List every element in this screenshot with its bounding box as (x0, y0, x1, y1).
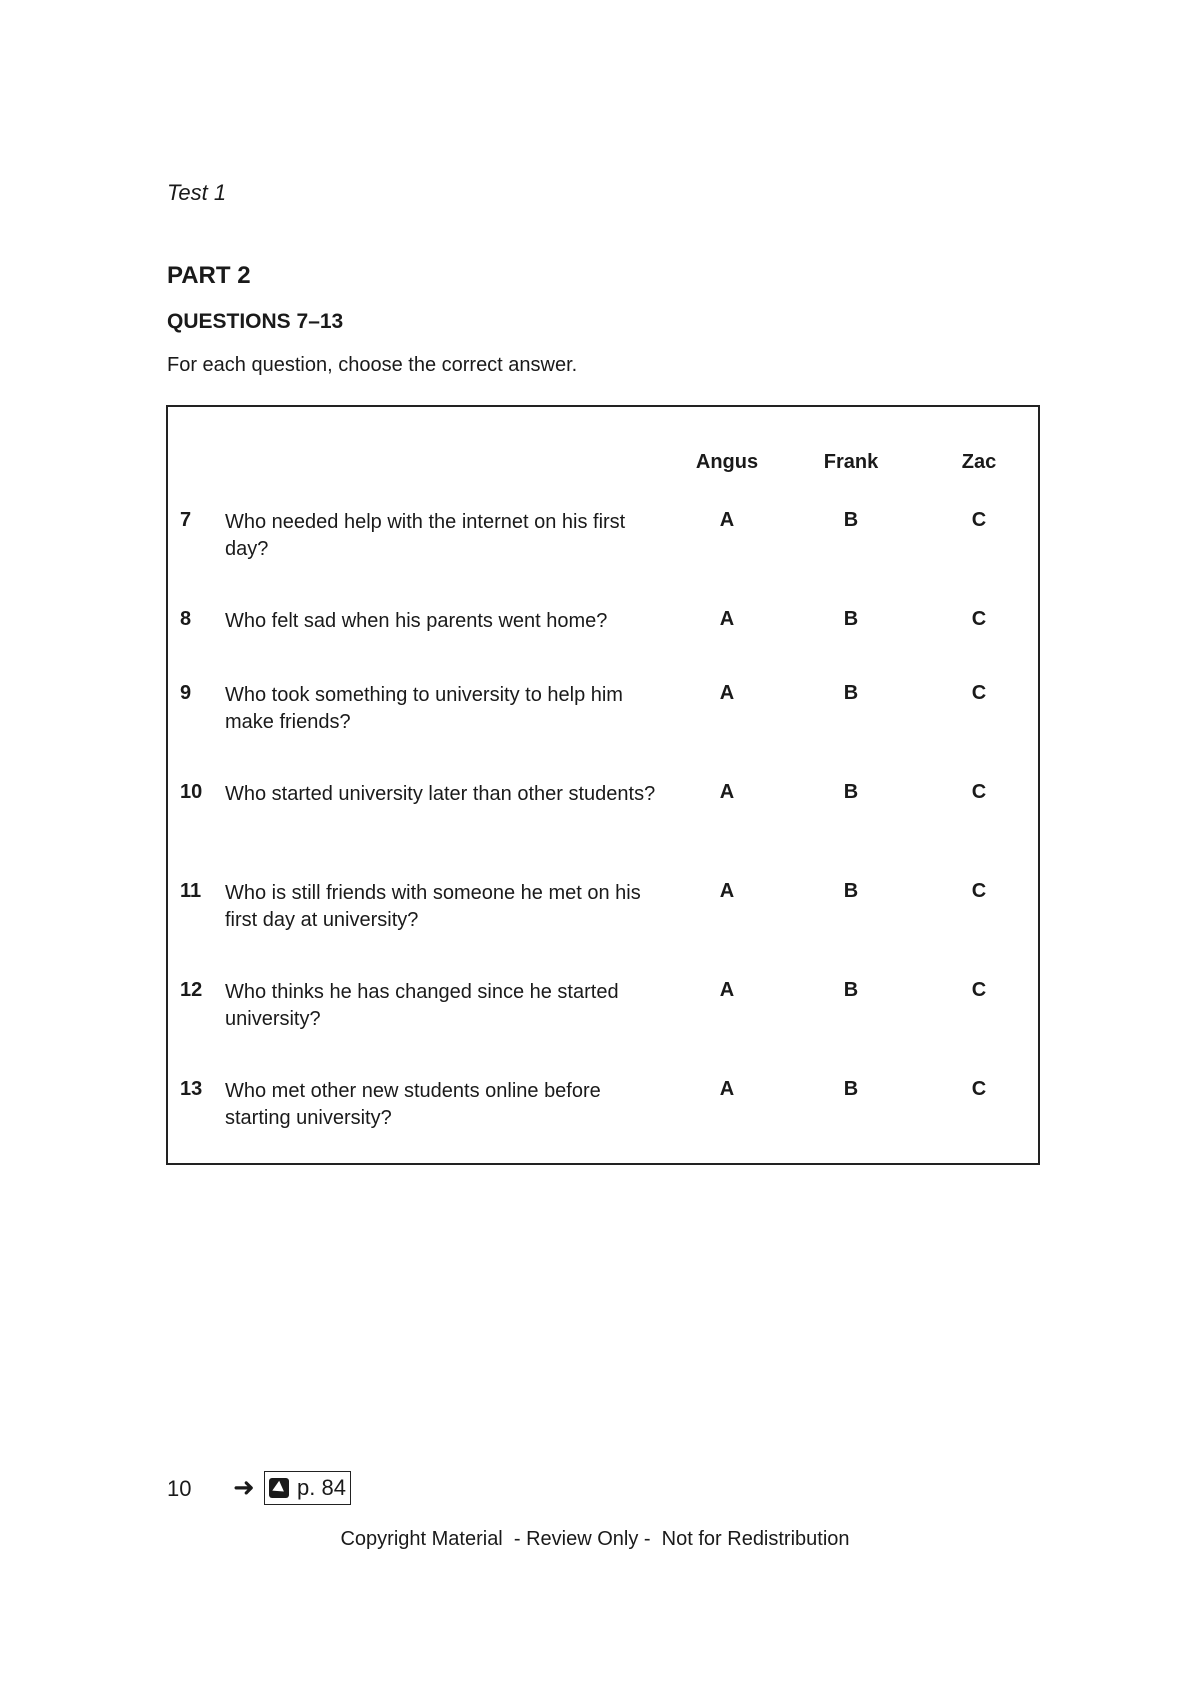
question-number: 9 (180, 682, 192, 704)
question-text: Who needed help with the internet on his first day? (225, 511, 626, 560)
right-arrow-icon: ➜ (233, 1472, 255, 1502)
question-number: 10 (180, 781, 203, 803)
option-b[interactable]: B (843, 781, 859, 803)
audio-reference-link[interactable] (264, 1471, 351, 1505)
part-title: PART 2 (167, 262, 251, 289)
column-header-zac: Zac (961, 451, 997, 473)
question-number: 7 (180, 509, 192, 531)
option-a[interactable]: A (719, 979, 735, 1001)
option-b[interactable]: B (843, 608, 859, 630)
page-number: 10 (167, 1476, 192, 1501)
question-table (166, 405, 1040, 1165)
audio-track-icon (269, 1478, 289, 1498)
question-text: Who thinks he has changed since he started university? (225, 981, 619, 1030)
question-number: 8 (180, 608, 192, 630)
question-number: 12 (180, 979, 203, 1001)
option-a[interactable]: A (719, 682, 735, 704)
option-b[interactable]: B (843, 1078, 859, 1100)
running-head: Test 1 (167, 180, 227, 205)
question-row (168, 509, 1038, 589)
option-c[interactable]: C (971, 880, 987, 902)
question-number: 11 (180, 880, 202, 902)
option-c[interactable]: C (971, 1078, 987, 1100)
question-row (168, 1078, 1038, 1158)
option-b[interactable]: B (843, 509, 859, 531)
question-row (168, 781, 1038, 861)
question-row (168, 608, 1038, 688)
option-a[interactable]: A (719, 781, 735, 803)
question-text: Who felt sad when his parents went home? (225, 610, 608, 632)
option-c[interactable]: C (971, 682, 987, 704)
question-number: 13 (180, 1078, 203, 1100)
question-row (168, 880, 1038, 960)
question-row (168, 979, 1038, 1059)
option-c[interactable]: C (971, 509, 987, 531)
option-b[interactable]: B (843, 682, 859, 704)
option-b[interactable]: B (843, 979, 859, 1001)
option-a[interactable]: A (719, 608, 735, 630)
option-c[interactable]: C (971, 979, 987, 1001)
question-row (168, 682, 1038, 762)
question-text: Who met other new students online before starting university? (225, 1080, 601, 1129)
questions-title: QUESTIONS 7–13 (167, 310, 344, 333)
question-text: Who started university later than other students? (225, 783, 656, 805)
option-a[interactable]: A (719, 1078, 735, 1100)
option-c[interactable]: C (971, 781, 987, 803)
question-text: Who took something to university to help him make friends? (225, 684, 623, 733)
option-a[interactable]: A (719, 509, 735, 531)
instruction: For each question, choose the correct answer. (167, 354, 578, 376)
option-a[interactable]: A (719, 880, 735, 902)
page-reference: p. 84 (297, 1475, 346, 1500)
option-c[interactable]: C (971, 608, 987, 630)
column-header-angus: Angus (695, 451, 759, 473)
copyright-notice: Copyright Material - Review Only - Not for Redistribution (340, 1528, 850, 1550)
column-header-frank: Frank (823, 451, 879, 473)
option-b[interactable]: B (843, 880, 859, 902)
question-text: Who is still friends with someone he met on his first day at university? (225, 882, 641, 931)
